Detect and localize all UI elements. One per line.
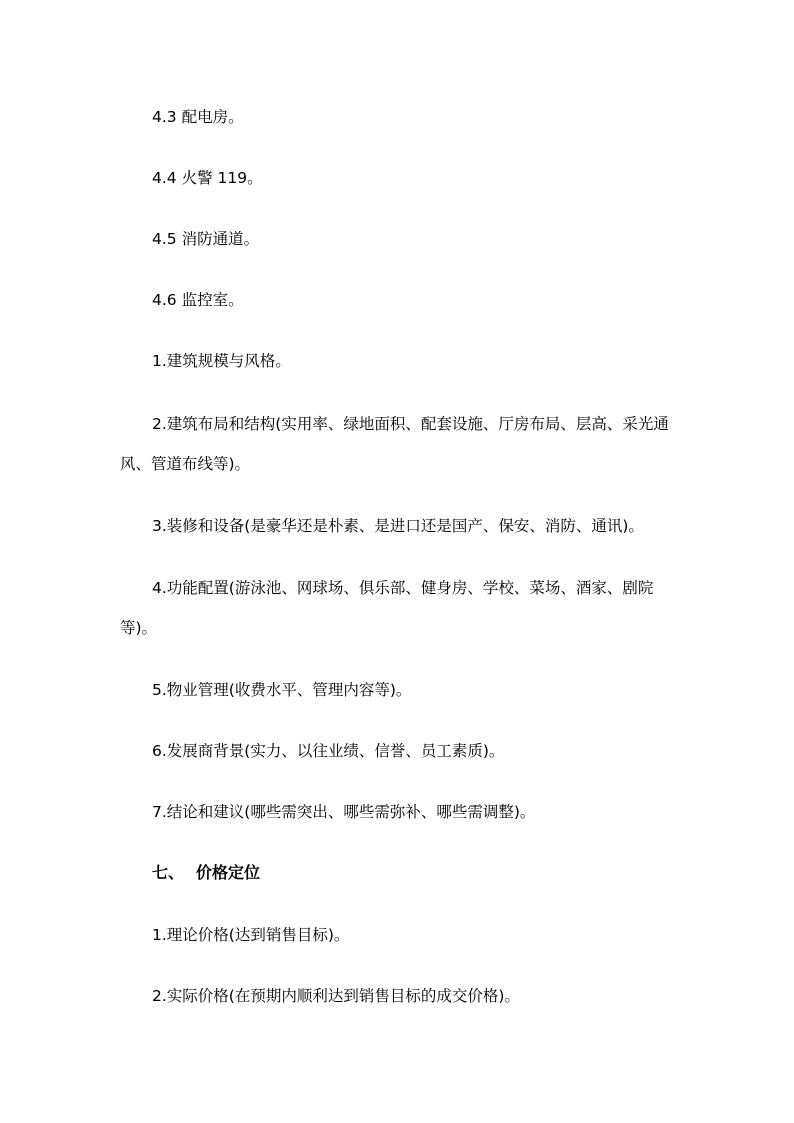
paragraph-2: 2.建筑布局和结构(实用率、绿地面积、配套设施、厅房布局、层高、采光通风、管道布线等)。: [120, 415, 669, 473]
paragraph-3: 3.装修和设备(是豪华还是朴素、是进口还是国产、保安、消防、通讯)。: [152, 517, 644, 535]
paragraph-4-5: 4.5 消防通道。: [152, 230, 260, 248]
paragraph-price-2: 2.实际价格(在预期内顺利达到销售目标的成交价格)。: [152, 987, 520, 1005]
paragraph-4-3: 4.3 配电房。: [152, 108, 244, 126]
paragraph-4-4: 4.4 火警 119。: [152, 169, 263, 187]
paragraph-1: 1.建筑规模与风格。: [152, 352, 291, 370]
paragraph-price-1: 1.理论价格(达到销售目标)。: [152, 926, 350, 944]
paragraph-4: 4.功能配置(游泳池、网球场、俱乐部、健身房、学校、菜场、酒家、剧院等)。: [120, 579, 654, 637]
section-heading-number: 七、: [152, 863, 185, 882]
section-heading: [152, 853, 260, 893]
paragraph-6: 6.发展商背景(实力、以往业绩、信誉、员工素质)。: [152, 742, 505, 760]
paragraph-4-6: 4.6 监控室。: [152, 291, 244, 309]
paragraph-5: 5.物业管理(收费水平、管理内容等)。: [152, 681, 412, 699]
section-heading-title: 价格定位: [196, 863, 261, 882]
paragraph-7: 7.结论和建议(哪些需突出、哪些需弥补、哪些需调整)。: [152, 803, 536, 821]
